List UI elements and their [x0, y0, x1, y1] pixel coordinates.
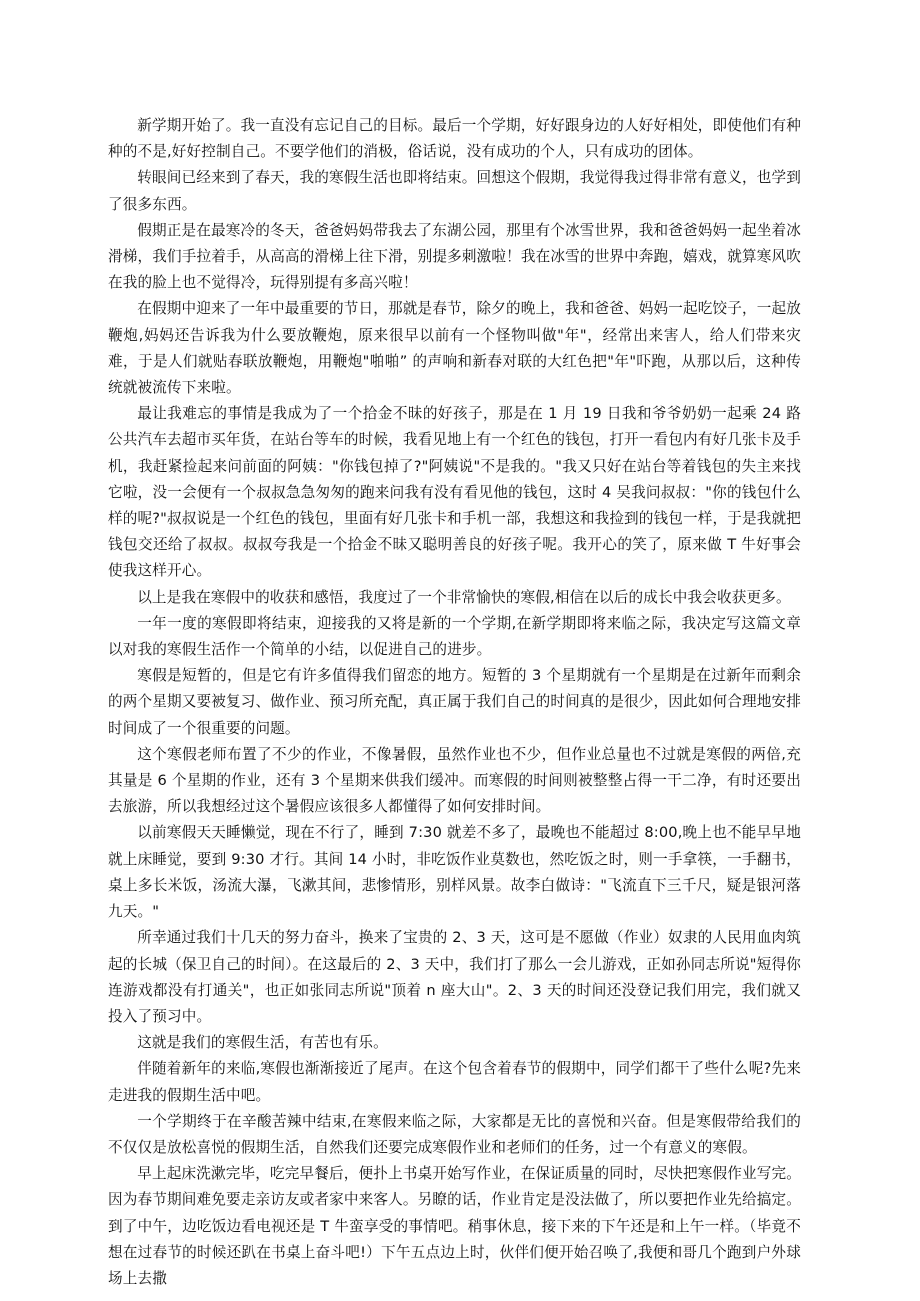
paragraph: 伴随着新年的来临,寒假也渐渐接近了尾声。在这个包含着春节的假期中，同学们都干了些什么呢?先来走进我的假期生活中吧。: [108, 1060, 801, 1104]
paragraph: 早上起床洗漱完毕，吃完早餐后，便扑上书桌开始写作业，在保证质量的同时，尽快把寒假作业写完。因为春节期间难免要走亲访友或者家中来客人。另瞭的话，作业肯定是没法做了，所以要把作业先给搞定。到了中午，边吃饭边看电视还是 T 牛蛮享受的事情吧。稍事休息，接下来的下午还是和上午一样。（毕竟不想在过春节的时候还趴在书桌上奋斗吧!）下午五点边上时，伙伴们便开始召唤了,我便和哥几个跑到户外球场上去撒: [108, 1165, 801, 1287]
paragraph: 一个学期终于在辛酸苦辣中结束,在寒假来临之际，大家都是无比的喜悦和兴奋。但是寒假带给我们的不仅仅是放松喜悦的假期生活，自然我们还要完成寒假作业和老师们的任务，过一个有意义的寒假。: [108, 1112, 801, 1156]
paragraph: 新学期开始了。我一直没有忘记自己的目标。最后一个学期，好好跟身边的人好好相处，即使他们有种种的不是,好好控制自己。不要学他们的消极，俗话说，没有成功的个人，只有成功的团体。: [108, 117, 801, 161]
paragraph: 最让我难忘的事情是我成为了一个拾金不昧的好孩子，那是在 1 月 19 日我和爷爷奶奶一起乘 24 路公共汽车去超市买年货，在站台等车的时候，我看见地上有一个红色的钱包，打开一看包内有好几张卡及手机，我赶紧捡起来问前面的阿姨："你钱包掉了?"阿姨说"不是我的。"我又只好在站台等着钱包的失主来找它啦，没一会便有一个叔叔急急匆匆的跑来问我有没有看见他的钱包，这时 4 吴我问叔叔："你的钱包什么样的呢?"叔叔说是一个红色的钱包，里面有好几张卡和手机一部，我想这和我捡到的钱包一样，于是我就把钱包交还给了叔叔。叔叔夸我是一个拾金不昧又聪明善良的好孩子呢。我开心的笑了，原来做 T 牛好事会使我这样开心。: [108, 405, 801, 580]
paragraph: 所幸通过我们十几天的努力奋斗，换来了宝贵的 2、3 天，这可是不愿做（作业）奴隶的人民用血肉筑起的长城（保卫自己的时间）。在这最后的 2、3 天中，我们打了那么一会儿游戏，正如孙同志所说"短得你连游戏都没有打通关"，也正如张同志所说"顶着 n 座大山"。2、3 天的时间还没登记我们用完，我们就又投入了预习中。: [108, 929, 801, 1025]
paragraph: 在假期中迎来了一年中最重要的节日，那就是春节，除夕的晚上，我和爸爸、妈妈一起吃饺子，一起放鞭炮,妈妈还告诉我为什么要放鞭炮，原来很早以前有一个怪物叫做"年"，经常出来害人，给人们带来灾难，于是人们就贴春联放鞭炮，用鞭炮"啪啪” 的声响和新春对联的大红色把"年"吓跑，从那以后，这种传统就被流传下来啦。: [108, 300, 801, 397]
paragraph: 转眼间已经来到了春天，我的寒假生活也即将结束。回想这个假期，我觉得我过得非常有意义，也学到了很多东西。: [108, 169, 801, 213]
paragraph: 以前寒假天天睡懒觉，现在不行了，睡到 7:30 就差不多了，最晚也不能超过 8:00,晚上也不能早早地就上床睡觉，要到 9:30 才行。其间 14 小时，非吃饭作业莫数也，然吃饭之时，则一手拿筷，一手翻书，桌上多长米饭，汤流大瀑，飞漱其间，悲惨情形，别样风景。故李白做诗："飞流直下三千尺，疑是银河落九天。": [108, 824, 801, 921]
document-body: [108, 113, 801, 1292]
paragraph: 这个寒假老师布置了不少的作业，不像暑假，虽然作业也不少，但作业总量也不过就是寒假的两倍,充其量是 6 个星期的作业，还有 3 个星期来供我们缓冲。而寒假的时间则被整整占得一干二净，有时还要出去旅游，所以我想经过这个暑假应该很多人都懂得了如何安排时间。: [108, 745, 801, 816]
paragraph: 以上是我在寒假中的收获和感悟，我度过了一个非常愉快的寒假,相信在以后的成长中我会收获更多。: [137, 588, 791, 606]
paragraph: 假期正是在最寒冷的冬天，爸爸妈妈带我去了东湖公园，那里有个冰雪世界，我和爸爸妈妈一起坐着冰滑梯，我们手拉着手，从高高的滑梯上往下滑，别提多刺激啦！我在冰雪的世界中奔跑，嬉戏，就算寒风吹在我的脸上也不觉得冷，玩得别提有多高兴啦！: [108, 221, 801, 292]
paragraph: 一年一度的寒假即将结束，迎接我的又将是新的一个学期,在新学期即将来临之际，我决定写这篇文章以对我的寒假生活作一个简单的小结，以促进自己的进步。: [108, 614, 801, 659]
paragraph: 这就是我们的寒假生活，有苦也有乐。: [137, 1034, 388, 1052]
paragraph: 寒假是短暂的，但是它有许多值得我们留恋的地方。短暂的 3 个星期就有一个星期是在过新年而剩余的两个星期又要被复习、做作业、预习所充配，真正属于我们自己的时间真的是很少，因此如何合理地安排时间成了一个很重要的问题。: [108, 667, 801, 737]
